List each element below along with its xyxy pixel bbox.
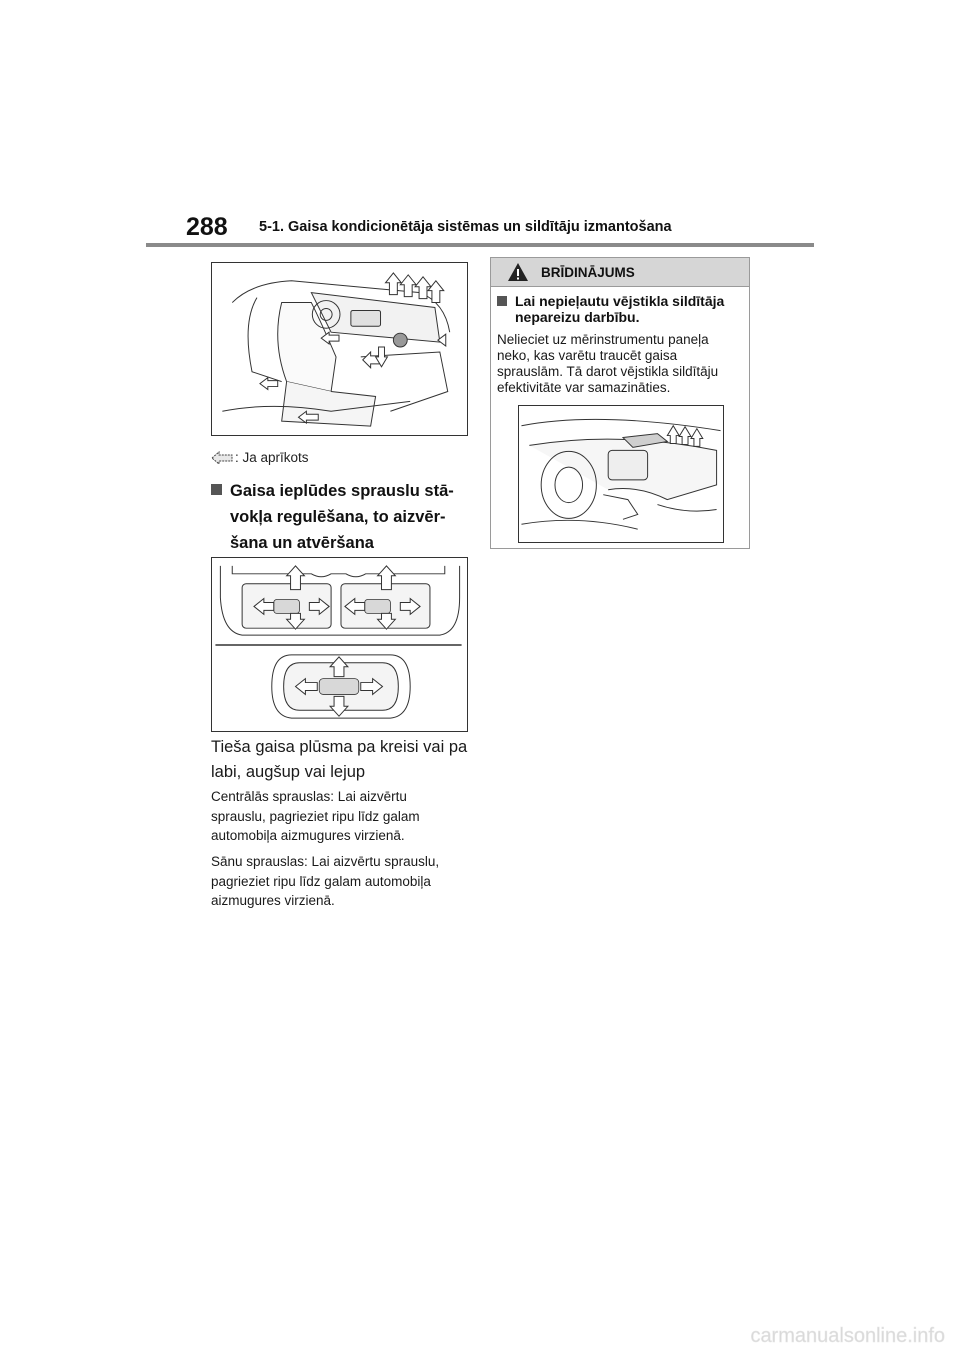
- warning-text-line: neko, kas varētu traucēt gaisa: [497, 348, 678, 363]
- vents-drawing: [212, 558, 467, 731]
- paragraph-line: Sānu sprauslas: Lai aizvērtu sprauslu,: [211, 854, 440, 869]
- subsection-title-line: šana un atvēršana: [230, 534, 374, 552]
- watermark-logo: [740, 1320, 950, 1350]
- subsection-title-line: vokļa regulēšana, to aizvēr-: [230, 508, 446, 526]
- paragraph-line: sprauslu, pagrieziet ripu līdz galam: [211, 808, 420, 824]
- warning-subhead-line: nepareizu darbību.: [515, 309, 640, 325]
- dashed-arrow-left-icon: [211, 451, 233, 465]
- page-number: 288: [186, 213, 228, 241]
- warning-subhead: [497, 293, 742, 325]
- windshield-drawing: [519, 406, 723, 542]
- warning-title: BRĪDINĀJUMS: [541, 264, 635, 280]
- windshield-vent-illustration: [518, 405, 724, 543]
- square-bullet-icon: [211, 484, 222, 495]
- svg-text:carmanualsonline.info: carmanualsonline.info: [750, 1325, 945, 1347]
- cabin-airflow-illustration: [211, 262, 468, 436]
- vents-adjustment-illustration: [211, 557, 468, 732]
- warning-text-line: Nelieciet uz mērinstrumentu paneļa: [497, 332, 709, 347]
- warning-text: [497, 332, 742, 396]
- legend-text: : Ja aprīkots: [235, 450, 309, 465]
- subsection-title-line: Gaisa ieplūdes sprauslu stā-: [230, 482, 454, 500]
- square-bullet-icon: [497, 296, 507, 306]
- paragraph-line: aizmugures virzienā.: [211, 893, 335, 908]
- warning-triangle-icon: [507, 262, 529, 282]
- header-rule: [146, 243, 814, 247]
- legend: [211, 450, 309, 465]
- warning-subhead-line: Lai nepieļautu vējstikla sildītāja: [515, 293, 725, 309]
- side-vents-paragraph: [211, 852, 473, 911]
- lead-line: Tieša gaisa plūsma pa kreisi vai pa: [211, 738, 468, 756]
- paragraph-line: automobiļa aizmugures virzienā.: [211, 828, 405, 843]
- cabin-airflow-drawing: [212, 263, 467, 435]
- warning-header: [491, 258, 749, 287]
- section-title: 5-1. Gaisa kondicionētāja sistēmas un sildītāju izmantošana: [259, 219, 672, 235]
- paragraph-line: pagrieziet ripu līdz galam automobiļa: [211, 873, 431, 889]
- airflow-direction-text: [211, 735, 473, 785]
- subsection-title: [211, 478, 471, 556]
- lead-line: labi, augšup vai lejup: [211, 763, 366, 781]
- central-vents-paragraph: [211, 787, 473, 846]
- warning-box: [490, 257, 750, 549]
- warning-text-line: efektivitāte var samazināties.: [497, 380, 671, 395]
- warning-text-line: sprauslām. Tā darot vējstikla sildītāju: [497, 364, 719, 379]
- paragraph-line: Centrālās sprauslas: Lai aizvērtu: [211, 789, 407, 804]
